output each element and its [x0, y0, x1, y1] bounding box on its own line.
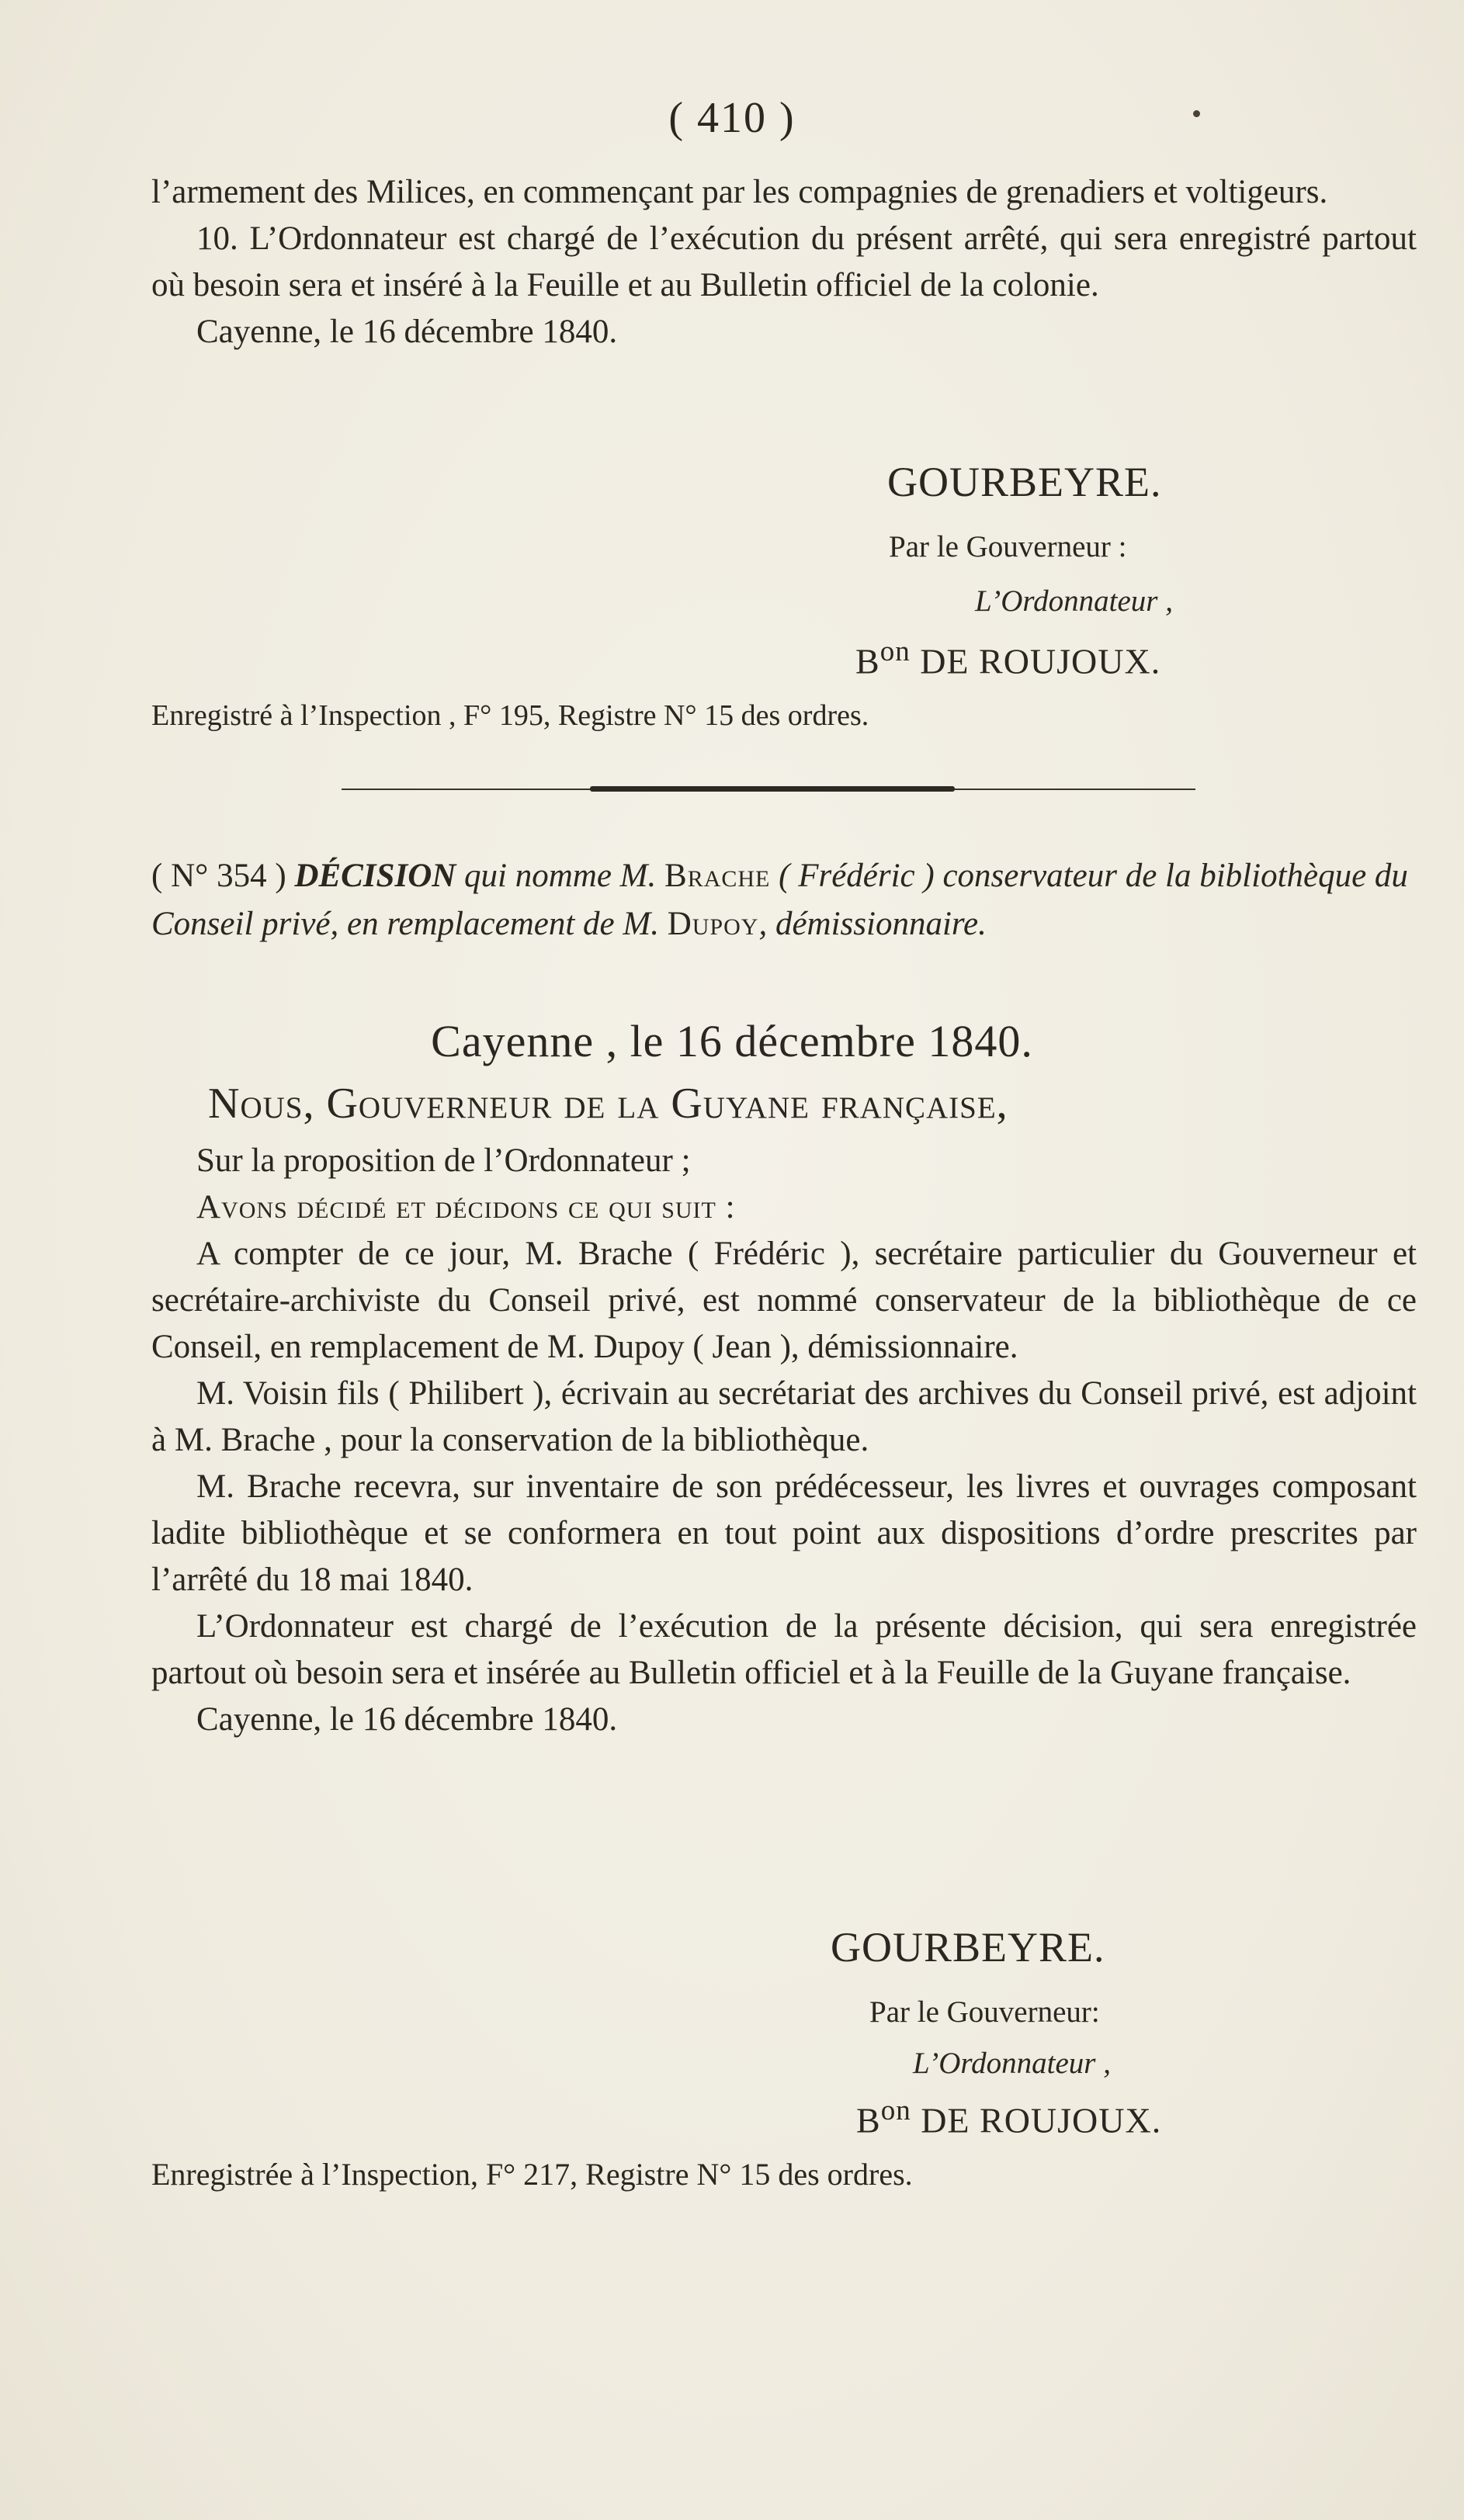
person-dupoy: Dupoy [667, 906, 759, 942]
paragraph-voisin: M. Voisin fils ( Philibert ), écrivain au secrétariat des archives du Conseil privé, est adjoint à M. Brache , pour la conservation de la bibliothèque. [151, 1375, 1417, 1458]
decision-title-3: , démissionnaire. [758, 906, 987, 942]
proposition-line: Sur la proposition de l’Ordonnateur ; [196, 1142, 691, 1179]
baron-prefix: B [855, 641, 880, 681]
decision-signature-role: L’Ordonnateur , [913, 2047, 1111, 2080]
paragraph-execution: L’Ordonnateur est chargé de l’exécution de la présente décision, qui sera enregistrée partout où besoin sera et insérée au Bulletin officiel et à la Feuille de la Guyane française. [151, 1608, 1417, 1691]
decision-signature-name: GOURBEYRE. [831, 1924, 1105, 1971]
baron-prefix: B [856, 2100, 881, 2140]
decision-heading [151, 852, 1417, 948]
decision-title-1: qui nomme M. [464, 858, 657, 894]
decision-signature-by: Par le Gouverneur: [869, 1995, 1100, 2029]
top-signature-by: Par le Gouverneur : [889, 530, 1127, 563]
page-number: ( 410 ) [668, 94, 796, 142]
top-section [151, 169, 1417, 355]
paragraph-continuation: l’armement des Milices, en commençant par les compagnies de grenadiers et voltigeurs. [151, 174, 1328, 210]
ink-speck [1193, 110, 1200, 117]
decision-date: Cayenne, le 16 décembre 1840. [196, 1701, 618, 1738]
decision-registry: Enregistrée à l’Inspection, F° 217, Registre N° 15 des ordres. [151, 2157, 913, 2192]
decision-dateline: Cayenne , le 16 décembre 1840. [431, 1016, 1033, 1066]
decision-title-2: ( Frédéric ) conservateur de la bibliothèque du Conseil privé, en remplacement de M. [151, 858, 1408, 942]
baron-name: DE ROUJOUX. [921, 2100, 1162, 2140]
top-signature-role: L’Ordonnateur , [975, 584, 1173, 618]
baron-name: DE ROUJOUX. [920, 641, 1161, 681]
baron-sup: on [879, 636, 911, 667]
top-signature-name: GOURBEYRE. [887, 459, 1162, 505]
decision-number: ( N° 354 ) [151, 858, 286, 894]
top-registry: Enregistré à l’Inspection , F° 195, Registre N° 15 des ordres. [151, 699, 869, 732]
top-signature-baron [855, 635, 1160, 681]
top-date: Cayenne, le 16 décembre 1840. [196, 314, 618, 350]
person-brache: Brache [664, 858, 771, 894]
decision-signature-baron [856, 2094, 1161, 2140]
decision-body [151, 1138, 1417, 1743]
decision-title: DÉCISION [294, 858, 456, 894]
nous-gouverneur: Nous, Gouverneur de la Guyane française, [208, 1080, 1008, 1128]
avons-line: Avons décidé et décidons ce qui suit : [196, 1189, 736, 1225]
baron-sup: on [880, 2095, 911, 2127]
paragraph-appointment: A compter de ce jour, M. Brache ( Frédéric ), secrétaire particulier du Gouverneur et secrétaire-archiviste du Conseil privé, est nommé conservateur de la bibliothèque de ce Conseil, en remplacement de M. Dupoy ( Jean ), démissionnaire. [151, 1236, 1417, 1365]
article-10: 10. L’Ordonnateur est chargé de l’exécution du présent arrêté, qui sera enregistré partout où besoin sera et inséré à la Feuille et au Bulletin officiel de la colonie. [151, 220, 1417, 303]
section-divider [342, 789, 1195, 790]
paragraph-inventory: M. Brache recevra, sur inventaire de son prédécesseur, les livres et ouvrages composant ladite bibliothèque et se conformera en tout point aux dispositions d’ordre prescrites par l’arrêté du 18 mai 1840. [151, 1468, 1417, 1598]
